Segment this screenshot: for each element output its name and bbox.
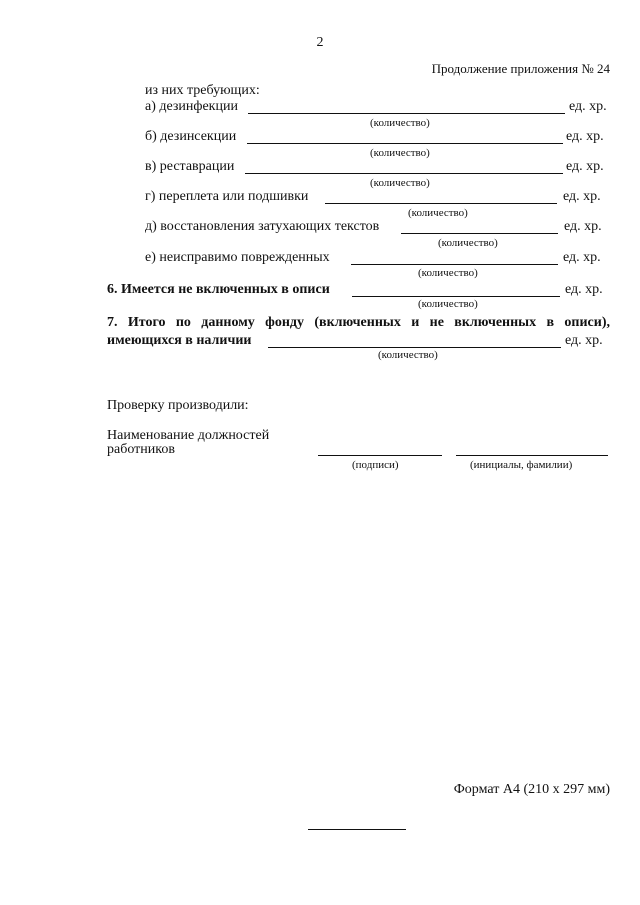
unit-label: ед. хр. xyxy=(566,159,604,174)
total-line-1: 7. Итого по данному фонду (включенных и не включенных в описи), xyxy=(107,315,610,330)
quantity-blank[interactable] xyxy=(247,143,563,144)
quantity-blank[interactable] xyxy=(401,233,558,234)
requiring-intro: из них требующих: xyxy=(145,83,260,98)
unit-label: ед. хр. xyxy=(564,219,602,234)
quantity-blank[interactable] xyxy=(352,296,560,297)
item-text-recovery-row xyxy=(145,219,610,237)
item-label: а) дезинфекции xyxy=(145,99,238,114)
check-performed-title: Проверку производили: xyxy=(107,398,249,413)
signature-line[interactable] xyxy=(318,455,442,456)
item-disinfection-row xyxy=(145,99,610,117)
item-binding-row xyxy=(145,189,610,207)
item-label: в) реставрации xyxy=(145,159,235,174)
quantity-caption: (количество) xyxy=(378,349,438,361)
not-included-row xyxy=(107,282,610,300)
item-label: е) неисправимо поврежденных xyxy=(145,250,330,265)
unit-label: ед. хр. xyxy=(563,250,601,265)
paper-format: Формат А4 (210 х 297 мм) xyxy=(453,782,610,797)
unit-label: ед. хр. xyxy=(569,99,607,114)
item-disinsection-row xyxy=(145,129,610,147)
quantity-blank[interactable] xyxy=(245,173,563,174)
quantity-blank[interactable] xyxy=(325,203,557,204)
quantity-caption: (количество) xyxy=(438,237,498,249)
quantity-blank[interactable] xyxy=(351,264,558,265)
page-number: 2 xyxy=(316,35,324,50)
quantity-caption: (количество) xyxy=(370,147,430,159)
total-label: имеющихся в наличии xyxy=(107,333,252,348)
unit-label: ед. хр. xyxy=(563,189,601,204)
quantity-caption: (количество) xyxy=(418,267,478,279)
total-row xyxy=(107,333,610,351)
quantity-blank[interactable] xyxy=(268,347,561,348)
quantity-caption: (количество) xyxy=(370,117,430,129)
position-label: Наименование должностей работников xyxy=(107,428,270,457)
item-label: д) восстановления затухающих текстов xyxy=(145,219,380,234)
not-included-label: 6. Имеется не включенных в описи xyxy=(107,282,330,297)
names-caption: (инициалы, фамилии) xyxy=(470,459,573,471)
quantity-caption: (количество) xyxy=(370,177,430,189)
quantity-caption: (количество) xyxy=(418,298,478,310)
bottom-rule xyxy=(308,829,406,830)
item-label: г) переплета или подшивки xyxy=(145,189,309,204)
item-label: б) дезинсекции xyxy=(145,129,237,144)
appendix-continuation-note: Продолжение приложения № 24 xyxy=(431,61,610,76)
unit-label: ед. хр. xyxy=(565,333,603,348)
quantity-caption: (количество) xyxy=(408,207,468,219)
item-irreparable-row xyxy=(145,250,610,268)
unit-label: ед. хр. xyxy=(566,129,604,144)
quantity-blank[interactable] xyxy=(248,113,565,114)
item-restoration-row xyxy=(145,159,610,177)
unit-label: ед. хр. xyxy=(565,282,603,297)
name-line[interactable] xyxy=(456,455,608,456)
signatures-caption: (подписи) xyxy=(352,459,399,471)
